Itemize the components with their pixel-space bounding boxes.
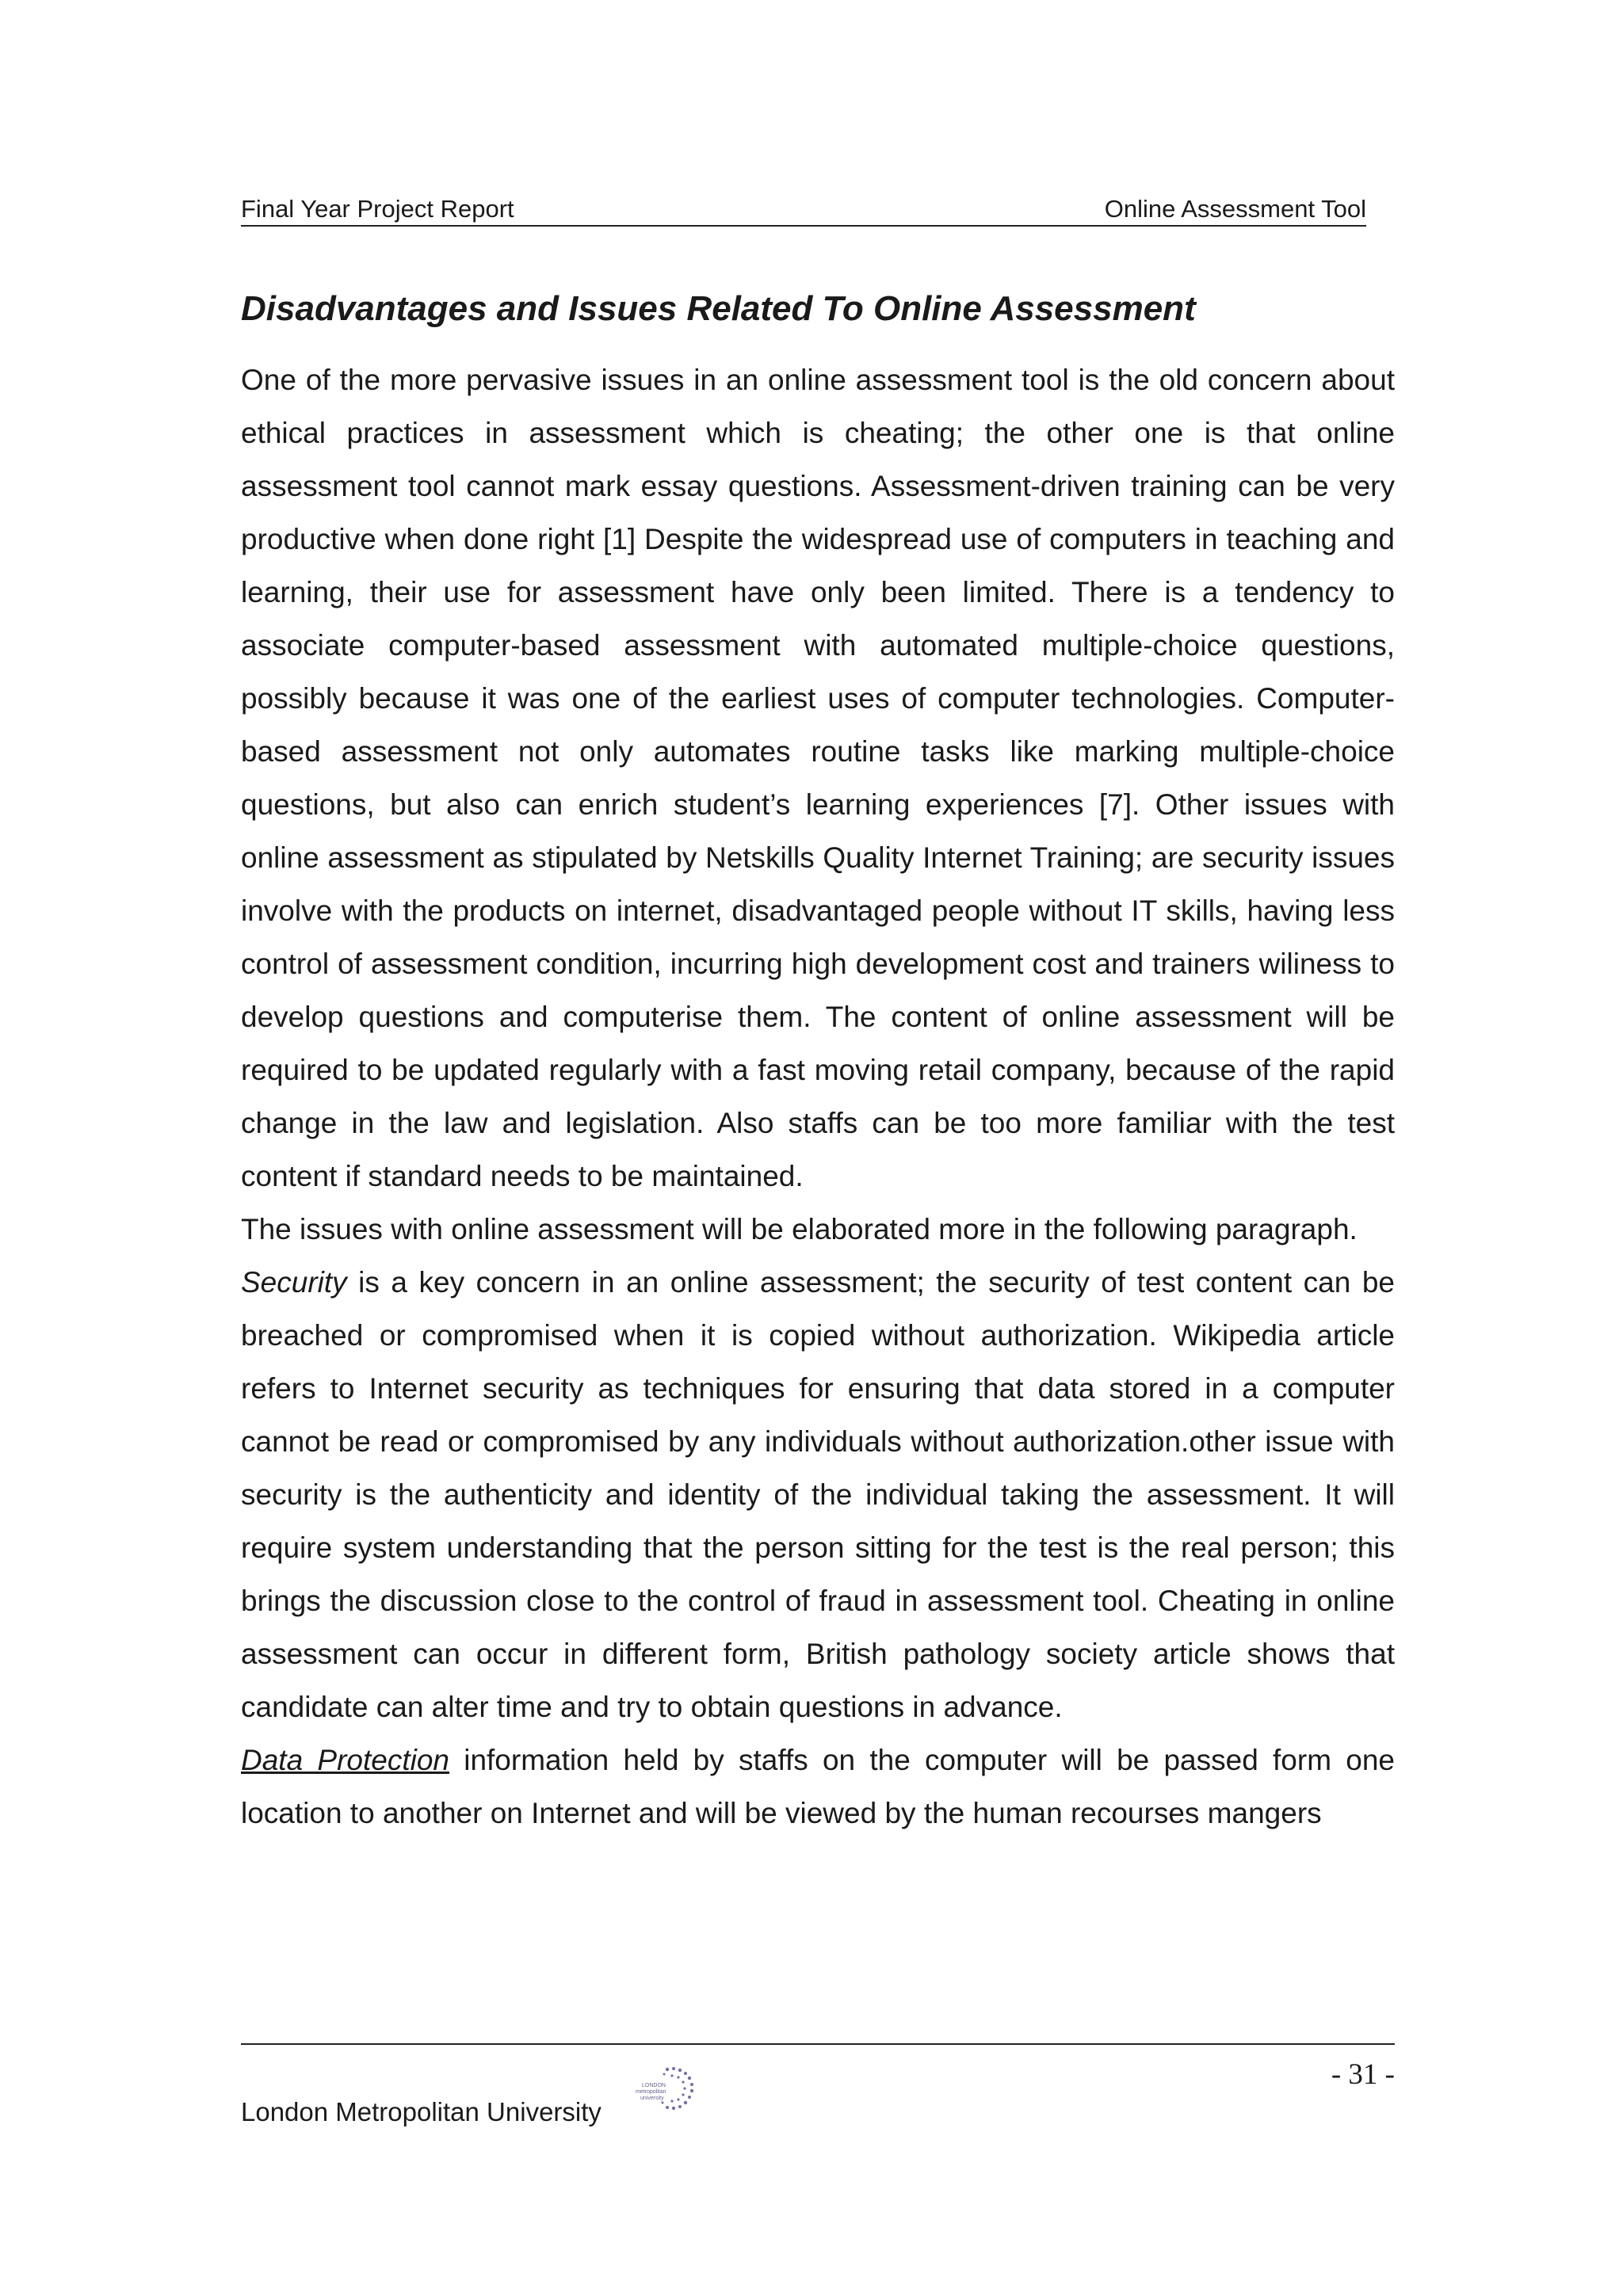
paragraph-data-protection bbox=[241, 1733, 1395, 1840]
paragraph-elaboration-intro: The issues with online assessment will be elaborated more in the following paragraph. bbox=[241, 1213, 1358, 1245]
paragraph-issues-overview: One of the more pervasive issues in an online assessment tool is the old concern about ethical practices in assessment which is cheating; the other one is that online assessment tool cannot mark essay questions. Assessment-driven training can be very productive when done right [1] Despite the widespread use of computers in teaching and learning, their use for assessment have only been limited. There is a tendency to associate computer-based assessment with automated multiple-choice questions, possibly because it was one of the earliest uses of computer technologies. Computer-based assessment not only automates routine tasks like marking multiple-choice questions, but also can enrich student’s learning experiences [7]. Other issues with online assessment as stipulated by Netskills Quality Internet Training; are security issues involve with the products on internet, disadvantaged people without IT skills, having less control of assessment condition, incurring high development cost and trainers wiliness to develop questions and computerise them. The content of online assessment will be required to be updated regularly with a fast moving retail company, because of the rapid change in the law and legislation. Also staffs can be too more familiar with the test content if standard needs to be maintained. bbox=[241, 364, 1395, 1192]
university-logo-icon bbox=[618, 2063, 705, 2119]
security-text: is a key concern in an online assessment; the security of test content can be breached or compromised when it is copied without authorization. Wikipedia article refers to Internet security as techniques for ensuring that data stored in a computer cannot be read or compromised by any individuals without authorization.other issue with security is the authenticity and identity of the individual taking the assessment. It will require system understanding that the person sitting for the test is the real person; this brings the discussion close to the control of fraud in assessment tool. Cheating in online assessment can occur in different form, British pathology society article shows that candidate can alter time and try to obtain questions in advance. bbox=[241, 1266, 1395, 1723]
term-security: Security bbox=[241, 1266, 347, 1299]
header-project-title: Online Assessment Tool bbox=[1104, 195, 1366, 223]
page-header bbox=[241, 193, 1366, 227]
term-data-protection: Data Protection bbox=[241, 1744, 449, 1776]
svg-text:university: university bbox=[640, 2096, 664, 2101]
footer-divider bbox=[241, 2043, 1395, 2045]
paragraph-security bbox=[241, 1256, 1395, 1733]
header-report-title: Final Year Project Report bbox=[241, 195, 514, 223]
svg-text:metropolitan: metropolitan bbox=[636, 2089, 666, 2095]
section-heading: Disadvantages and Issues Related To Online Assessment bbox=[241, 289, 1196, 328]
svg-text:LONDON: LONDON bbox=[642, 2083, 666, 2088]
body-text bbox=[241, 353, 1395, 1840]
data-protection-text: information held by staffs on the computer will be passed form one location to another on Internet and will be viewed by the human recourses mangers bbox=[241, 1744, 1395, 1829]
university-name: London Metropolitan University bbox=[241, 2097, 601, 2126]
page-number: - 31 - bbox=[1331, 2058, 1395, 2091]
